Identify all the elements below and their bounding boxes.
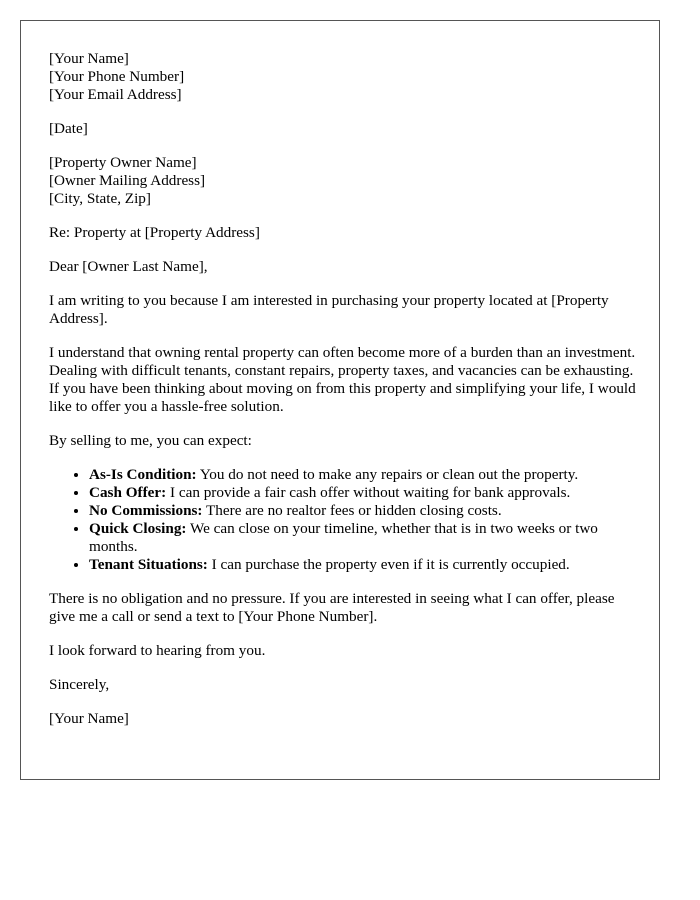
recipient-name: [Property Owner Name]	[49, 154, 197, 171]
benefit-term: Quick Closing:	[89, 520, 187, 537]
intro-paragraph: I am writing to you because I am interested in purchasing your property located at [Property Address].	[49, 292, 609, 327]
list-item	[89, 502, 639, 520]
sender-phone: [Your Phone Number]	[49, 68, 185, 85]
list-item	[89, 484, 639, 502]
recipient-city-state-zip: [City, State, Zip]	[49, 190, 151, 207]
signoff: Sincerely,	[49, 676, 110, 693]
benefit-term: Cash Offer:	[89, 484, 167, 501]
understanding-paragraph: I understand that owning rental property can often become more of a burden than an investment. Dealing with difficult tenants, constant repairs, property taxes, and vacancies can be exhausting. If you have been thinking about moving on from this property and simplifying your life, I would like to offer you a hassle-free solution.	[49, 344, 636, 415]
sender-block	[49, 50, 639, 104]
signature-name: [Your Name]	[49, 710, 129, 727]
benefit-text: We can close on your timeline, whether that is in two weeks or two months.	[89, 520, 598, 555]
subject-line: Re: Property at [Property Address]	[49, 224, 260, 241]
benefit-text: You do not need to make any repairs or clean out the property.	[196, 466, 579, 483]
benefit-text: I can provide a fair cash offer without waiting for bank approvals.	[166, 484, 571, 501]
recipient-block	[49, 154, 639, 208]
benefits-list	[49, 466, 639, 574]
list-item	[89, 520, 639, 556]
benefit-term: No Commissions:	[89, 502, 203, 519]
benefit-text: There are no realtor fees or hidden closing costs.	[202, 502, 502, 519]
date-line: [Date]	[49, 120, 88, 137]
recipient-address: [Owner Mailing Address]	[49, 172, 206, 189]
benefit-term: Tenant Situations:	[89, 556, 208, 573]
benefit-text: I can purchase the property even if it is currently occupied.	[207, 556, 570, 573]
salutation: Dear [Owner Last Name],	[49, 258, 208, 275]
closing-line: I look forward to hearing from you.	[49, 642, 266, 659]
list-item	[89, 466, 639, 484]
sender-email: [Your Email Address]	[49, 86, 182, 103]
benefit-term: As-Is Condition:	[89, 466, 197, 483]
sender-name: [Your Name]	[49, 50, 129, 67]
letter-body	[49, 50, 639, 744]
list-item	[89, 556, 639, 574]
letter-frame	[20, 20, 660, 780]
no-obligation-paragraph: There is no obligation and no pressure. If you are interested in seeing what I can offer, please give me a call or send a text to [Your Phone Number].	[49, 590, 615, 625]
expect-lead-paragraph: By selling to me, you can expect:	[49, 432, 252, 449]
